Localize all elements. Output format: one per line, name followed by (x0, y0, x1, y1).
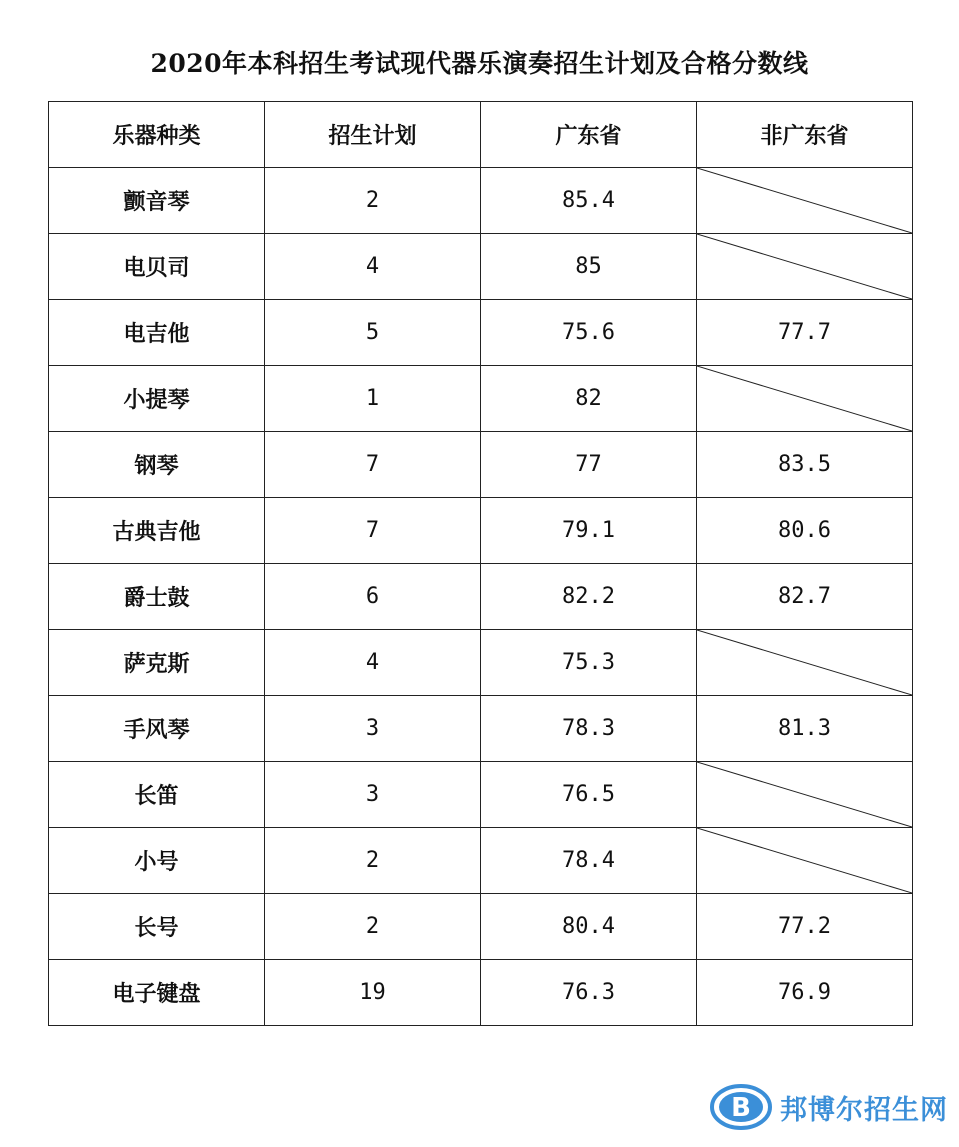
table-row (49, 498, 913, 564)
svg-text:B: B (731, 1093, 751, 1123)
cell-instrument: 长号 (49, 894, 265, 960)
cell-plan: 2 (265, 894, 481, 960)
table-row (49, 630, 913, 696)
cell-guangdong: 76.3 (481, 960, 697, 1026)
cell-non-guangdong: 80.6 (697, 498, 913, 564)
cell-instrument: 爵士鼓 (49, 564, 265, 630)
table-row (49, 828, 913, 894)
page-title: 2020年本科招生考试现代器乐演奏招生计划及合格分数线 (150, 49, 809, 78)
cell-plan: 5 (265, 300, 481, 366)
table-row (49, 960, 913, 1026)
cell-guangdong: 76.5 (481, 762, 697, 828)
table-row (49, 762, 913, 828)
cell-guangdong: 82.2 (481, 564, 697, 630)
cell-plan: 3 (265, 696, 481, 762)
cell-plan: 1 (265, 366, 481, 432)
cell-instrument: 手风琴 (49, 696, 265, 762)
cell-non-guangdong: 83.5 (697, 432, 913, 498)
cell-non-guangdong-empty (697, 366, 913, 432)
diagonal-slash-icon (697, 234, 912, 299)
cell-non-guangdong-empty (697, 234, 913, 300)
cell-guangdong: 85 (481, 234, 697, 300)
cell-non-guangdong: 82.7 (697, 564, 913, 630)
table-row (49, 366, 913, 432)
header-non-guangdong: 非广东省 (697, 102, 913, 168)
table-row (49, 168, 913, 234)
cell-plan: 7 (265, 498, 481, 564)
cell-non-guangdong-empty (697, 762, 913, 828)
table-row (49, 894, 913, 960)
cell-plan: 4 (265, 234, 481, 300)
b-circle-logo-icon (710, 1084, 772, 1130)
table-header-row (49, 102, 913, 168)
cell-guangdong: 75.6 (481, 300, 697, 366)
cell-guangdong: 78.3 (481, 696, 697, 762)
cell-guangdong: 85.4 (481, 168, 697, 234)
cell-guangdong: 75.3 (481, 630, 697, 696)
cell-plan: 19 (265, 960, 481, 1026)
cell-non-guangdong-empty (697, 168, 913, 234)
cell-guangdong: 80.4 (481, 894, 697, 960)
cell-instrument: 小号 (49, 828, 265, 894)
cell-guangdong: 78.4 (481, 828, 697, 894)
header-plan: 招生计划 (265, 102, 481, 168)
cell-instrument: 古典吉他 (49, 498, 265, 564)
table-row (49, 432, 913, 498)
cell-instrument: 萨克斯 (49, 630, 265, 696)
table-row (49, 564, 913, 630)
cell-non-guangdong: 77.2 (697, 894, 913, 960)
table-body (49, 168, 913, 1026)
cell-guangdong: 82 (481, 366, 697, 432)
cell-instrument: 颤音琴 (49, 168, 265, 234)
admission-score-table (48, 101, 913, 1026)
cell-plan: 4 (265, 630, 481, 696)
cell-non-guangdong-empty (697, 630, 913, 696)
cell-plan: 2 (265, 828, 481, 894)
cell-instrument: 长笛 (49, 762, 265, 828)
table-row (49, 300, 913, 366)
cell-non-guangdong-empty (697, 828, 913, 894)
cell-guangdong: 79.1 (481, 498, 697, 564)
cell-non-guangdong: 81.3 (697, 696, 913, 762)
cell-instrument: 小提琴 (49, 366, 265, 432)
table-row (49, 696, 913, 762)
diagonal-slash-icon (697, 168, 912, 233)
cell-instrument: 电子键盘 (49, 960, 265, 1026)
cell-instrument: 钢琴 (49, 432, 265, 498)
table-row (49, 234, 913, 300)
header-guangdong: 广东省 (481, 102, 697, 168)
cell-plan: 3 (265, 762, 481, 828)
watermark-text: 邦博尔招生网 (780, 1094, 948, 1126)
cell-instrument: 电吉他 (49, 300, 265, 366)
header-instrument: 乐器种类 (49, 102, 265, 168)
cell-non-guangdong: 77.7 (697, 300, 913, 366)
site-watermark (710, 1084, 948, 1130)
diagonal-slash-icon (697, 366, 912, 431)
cell-guangdong: 77 (481, 432, 697, 498)
cell-plan: 7 (265, 432, 481, 498)
cell-plan: 2 (265, 168, 481, 234)
cell-plan: 6 (265, 564, 481, 630)
cell-non-guangdong: 76.9 (697, 960, 913, 1026)
cell-instrument: 电贝司 (49, 234, 265, 300)
diagonal-slash-icon (697, 630, 912, 695)
diagonal-slash-icon (697, 762, 912, 827)
diagonal-slash-icon (697, 828, 912, 893)
